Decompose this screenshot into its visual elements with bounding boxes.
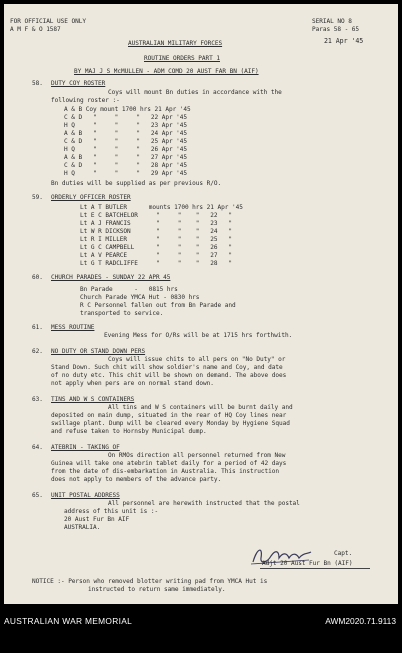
para-text: not apply when pers are on normal stand down. <box>51 380 214 387</box>
roster-row: Lt G T RADCLIFFE " " " 28 " <box>80 260 232 267</box>
notice-text: instructed to return same immediately. <box>88 586 226 593</box>
para-text: 20 Aust Fur Bn AIF <box>64 516 130 523</box>
roster-row: C & D " " " 28 Apr '45 <box>64 162 188 169</box>
para-text: does not apply to members of the advance party. <box>51 476 222 483</box>
signature-rule <box>260 568 370 569</box>
para-text: address of this unit is :- <box>64 508 159 515</box>
para-heading: UNIT POSTAL ADDRESS <box>51 492 120 499</box>
para-text: Coys will mount Bn duties in accordance with the <box>108 89 282 96</box>
para-number: 58. <box>32 80 43 87</box>
para-text: Bn Parade - 0815 hrs <box>80 286 178 293</box>
para-heading: ATEBRIN - TAKING OF <box>51 444 120 451</box>
roster-row: Lt A J FRANCIS " " " 23 " <box>80 220 232 227</box>
para-text: All tins and W S containers will be burnt daily and <box>108 404 293 411</box>
para-text: swillage plant. Dump will be cleared every Monday by Hygiene Squad <box>51 420 290 427</box>
order-date: 21 Apr '45 <box>324 37 364 45</box>
roster-row: Lt W R DICKSON " " " 24 " <box>80 228 232 235</box>
para-heading: TINS AND W S CONTAINERS <box>51 396 135 403</box>
para-number: 59. <box>32 194 43 201</box>
para-heading: NO DUTY OR STAND DOWN PERS <box>51 348 146 355</box>
para-text: Church Parade YMCA Hut - 0830 hrs <box>80 294 200 301</box>
para-text: Evening Mess for O/Rs will be at 1715 hrs forthwith. <box>104 332 293 339</box>
roster-row: H Q " " " 23 Apr '45 <box>64 122 188 129</box>
roster-row: Lt E C BATCHELOR " " " 22 " <box>80 212 232 219</box>
archive-footer <box>0 606 402 653</box>
roster-row: Lt G C CAMPBELL " " " 26 " <box>80 244 232 251</box>
para-text: following roster :- <box>51 97 120 104</box>
roster-row: Lt R I MILLER " " " 25 " <box>80 236 232 243</box>
authority-ref: A M F & O 1587 <box>10 26 61 33</box>
para-text: On RMOs direction all personnel returned from New <box>108 452 286 459</box>
para-number: 60. <box>32 274 43 281</box>
para-text: Bn duties will be supplied as per previous R/O. <box>51 180 222 187</box>
authority-line: BY MAJ J S McMULLEN - ADM COMD 20 AUST FAR BN (AIF) <box>74 68 259 75</box>
roster-row: H Q " " " 29 Apr '45 <box>64 170 188 177</box>
para-text: of no duty etc. This chit will be shown on demand. The above does <box>51 372 287 379</box>
para-text: from the date of dis-embarkation in Australia. This instruction <box>51 468 279 475</box>
institution-name: AUSTRALIAN WAR MEMORIAL <box>4 616 133 626</box>
accession-number: AWM2020.71.9113 <box>325 616 396 626</box>
roster-row: C & D " " " 25 Apr '45 <box>64 138 188 145</box>
signatory-appointment: Adjt 20 Aust Fur Bn (AIF) <box>262 560 353 567</box>
para-text: R C Personnel fallen out from Bn Parade and <box>80 302 236 309</box>
para-number: 64. <box>32 444 43 451</box>
paragraph-range: Paras 58 - 65 <box>312 26 360 33</box>
para-text: deposited on main dump, situated in the rear of HQ Coy lines near <box>51 412 287 419</box>
para-text: Guinea will take one atebrin tablet daily for a period of 42 days <box>51 460 287 467</box>
para-text: Stand Down. Such chit will show soldier's name and Coy, and date <box>51 364 283 371</box>
para-text: Coys will issue chits to all pers on "No Duty" or <box>108 356 286 363</box>
notice-text: NOTICE :- Person who removed blotter writing pad from YMCA Hut is <box>32 578 268 585</box>
document-page <box>4 4 398 604</box>
para-heading: ORDERLY OFFICER ROSTER <box>51 194 131 201</box>
para-heading: DUTY COY ROSTER <box>51 80 106 87</box>
para-text: transported to service. <box>80 310 164 317</box>
roster-row: Lt A T BUTLER mounts 1700 hrs 21 Apr '45 <box>80 204 243 211</box>
signatory-rank: Capt. <box>334 550 353 557</box>
para-text: and refuse taken to Hornsby Municipal dump. <box>51 428 207 435</box>
para-number: 65. <box>32 492 43 499</box>
para-number: 62. <box>32 348 43 355</box>
para-heading: MESS ROUTINE <box>51 324 95 331</box>
para-number: 63. <box>32 396 43 403</box>
document-title: ROUTINE ORDERS PART 1 <box>144 55 220 62</box>
roster-row: H Q " " " 26 Apr '45 <box>64 146 188 153</box>
para-heading: CHURCH PARADES - SUNDAY 22 APR 45 <box>51 274 171 281</box>
security-caveat: FOR OFFICIAL USE ONLY <box>10 18 86 25</box>
para-text: All personnel are herewith instructed that the postal <box>108 500 300 507</box>
roster-row: Lt A V PEARCE " " " 27 " <box>80 252 232 259</box>
organisation-title: AUSTRALIAN MILITARY FORCES <box>128 40 223 47</box>
roster-row: A & B " " " 27 Apr '45 <box>64 154 188 161</box>
para-number: 61. <box>32 324 43 331</box>
roster-row: C & D " " " 22 Apr '45 <box>64 114 188 121</box>
roster-row: A & B " " " 24 Apr '45 <box>64 130 188 137</box>
serial-number: SERIAL NO 8 <box>312 18 352 25</box>
roster-row: A & B Coy mount 1700 hrs 21 Apr '45 <box>64 106 191 113</box>
para-text: AUSTRALIA. <box>64 524 101 531</box>
